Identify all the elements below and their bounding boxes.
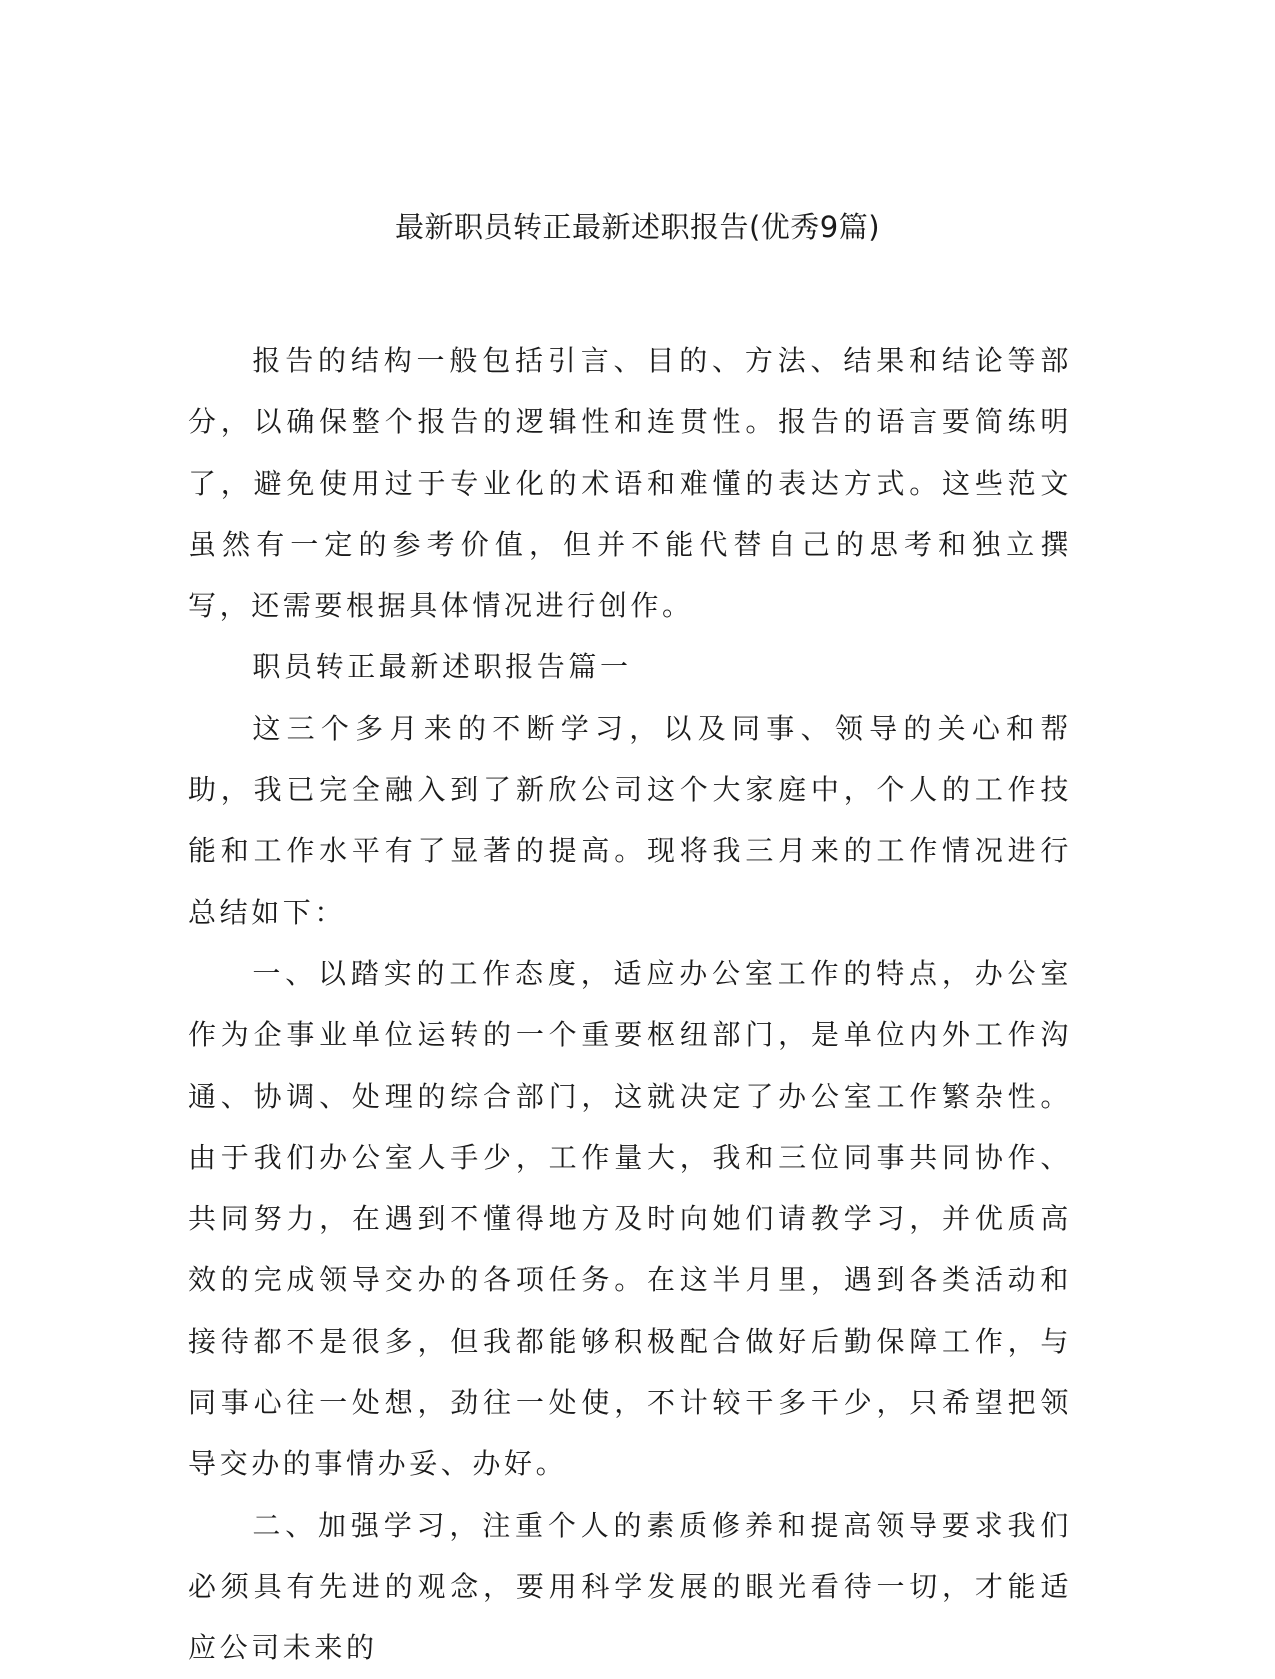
document-title: 最新职员转正最新述职报告(优秀9篇) [394, 210, 881, 244]
section-heading: 职员转正最新述职报告篇一 [252, 650, 632, 684]
body-paragraph: 这三个多月来的不断学习，以及同事、领导的关心和帮助，我已完全融入到了新欣公司这个大家庭中，个人的工作技能和工作水平有了显著的提高。现将我三月来的工作情况进行总结如下： [188, 711, 1072, 929]
intro-paragraph: 报告的结构一般包括引言、目的、方法、结果和结论等部分，以确保整个报告的逻辑性和连贯性。报告的语言要简练明了，避免使用过于专业化的术语和难懂的表达方式。这些范文虽然有一定的参考价值，但并不能代替自己的思考和独立撰写，还需要根据具体情况进行创作。 [188, 344, 1072, 623]
document-body [188, 330, 1072, 1679]
body-paragraph: 二、加强学习，注重个人的素质修养和提高领导要求我们必须具有先进的观念，要用科学发展的眼光看待一切，才能适应公司未来的 [188, 1508, 1072, 1665]
body-paragraph: 一、以踏实的工作态度，适应办公室工作的特点，办公室作为企事业单位运转的一个重要枢纽部门，是单位内外工作沟通、协调、处理的综合部门，这就决定了办公室工作繁杂性。由于我们办公室人手少，工作量大，我和三位同事共同协作、共同努力，在遇到不懂得地方及时向她们请教学习，并优质高效的完成领导交办的各项任务。在这半月里，遇到各类活动和接待都不是很多，但我都能够积极配合做好后勤保障工作，与同事心往一处想，劲往一处使，不计较干多干少，只希望把领导交办的事情办妥、办好。 [188, 956, 1072, 1481]
